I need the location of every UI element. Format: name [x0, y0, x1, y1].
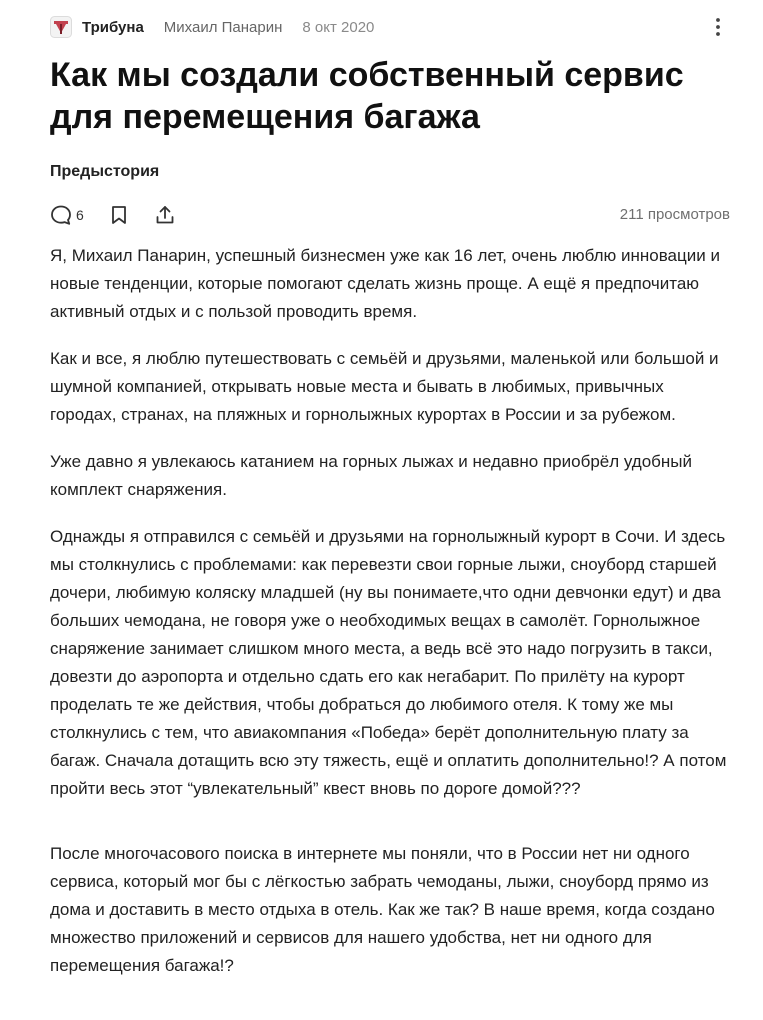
- article-paragraph: Уже давно я увлекаюсь катанием на горных лыжах и недавно приобрёл удобный комплект снаряжения.: [50, 452, 693, 499]
- share-button[interactable]: [154, 204, 176, 226]
- article-subtitle: Предыстория: [50, 163, 160, 180]
- article-paragraph: Однажды я отправился с семьёй и друзьями на горнолыжный курорт в Сочи. И здесь мы столкнулись с проблемами: как перевезти свои горные лыжи, сноуборд старшей дочери, любимую коляску младшей (ну вы понимаете,что одни девчонки едут) и два больших чемодана, не говоря уже о необходимых вещах в самолёт. Горнолыжное снаряжение занимает слишком много места, а ведь всё это надо погрузить в такси, довезти до аэропорта и отдельно сдать его как негабарит. По прилёту на курорт проделать те же действия, чтобы добраться до любимого отеля. К тому же мы столкнулись с тем, что авиакомпания «Победа» берёт дополнительную плату за багаж. Сначала дотащить всю эту тяжесть, ещё и оплатить дополнительно!? А потом пройти весь этот “увлекательный” квест вновь по дороге домой???: [50, 527, 727, 798]
- article-paragraph: Как и все, я люблю путешествовать с семьёй и друзьями, маленькой или большой и шумной компанией, открывать новые места и бывать в любимых, привычных городах, странах, на пляжных и горнолыжных курортах в России и за рубежом.: [50, 349, 719, 424]
- article-body: [50, 242, 734, 999]
- comments-count: 6: [76, 207, 84, 223]
- article-actions: [50, 202, 730, 228]
- author-name-link[interactable]: Михаил Панарин: [163, 18, 283, 36]
- comments-button[interactable]: [50, 204, 84, 226]
- article-paragraph: Я, Михаил Панарин, успешный бизнесмен уже как 16 лет, очень люблю инновации и новые тенденции, которые помогают сделать жизнь проще. А ещё я предпочитаю активный отдых и с пользой проводить время.: [50, 246, 720, 321]
- channel-logo-icon[interactable]: [50, 16, 72, 38]
- comment-icon: [50, 204, 72, 226]
- article-paragraph: После многочасового поиска в интернете мы поняли, что в России нет ни одного сервиса, который мог бы с лёгкостью забрать чемоданы, лыжи, сноуборд прямо из дома и доставить в место отдыха в отель. Как же так? В наше время, когда создано множество приложений и сервисов для нашего удобства, нет ни одного для перемещения багажа!?: [50, 844, 715, 975]
- more-options-icon[interactable]: [706, 15, 730, 39]
- views-count: 211 просмотров: [619, 206, 730, 223]
- bookmark-icon: [108, 204, 130, 226]
- publish-date: 8 окт 2020: [302, 18, 375, 36]
- article-title: Как мы создали собственный сервис для перемещения багажа: [50, 56, 684, 136]
- share-icon: [154, 204, 176, 226]
- bookmark-button[interactable]: [108, 204, 130, 226]
- channel-name-link[interactable]: Трибуна: [82, 18, 144, 36]
- article-meta: [50, 14, 730, 40]
